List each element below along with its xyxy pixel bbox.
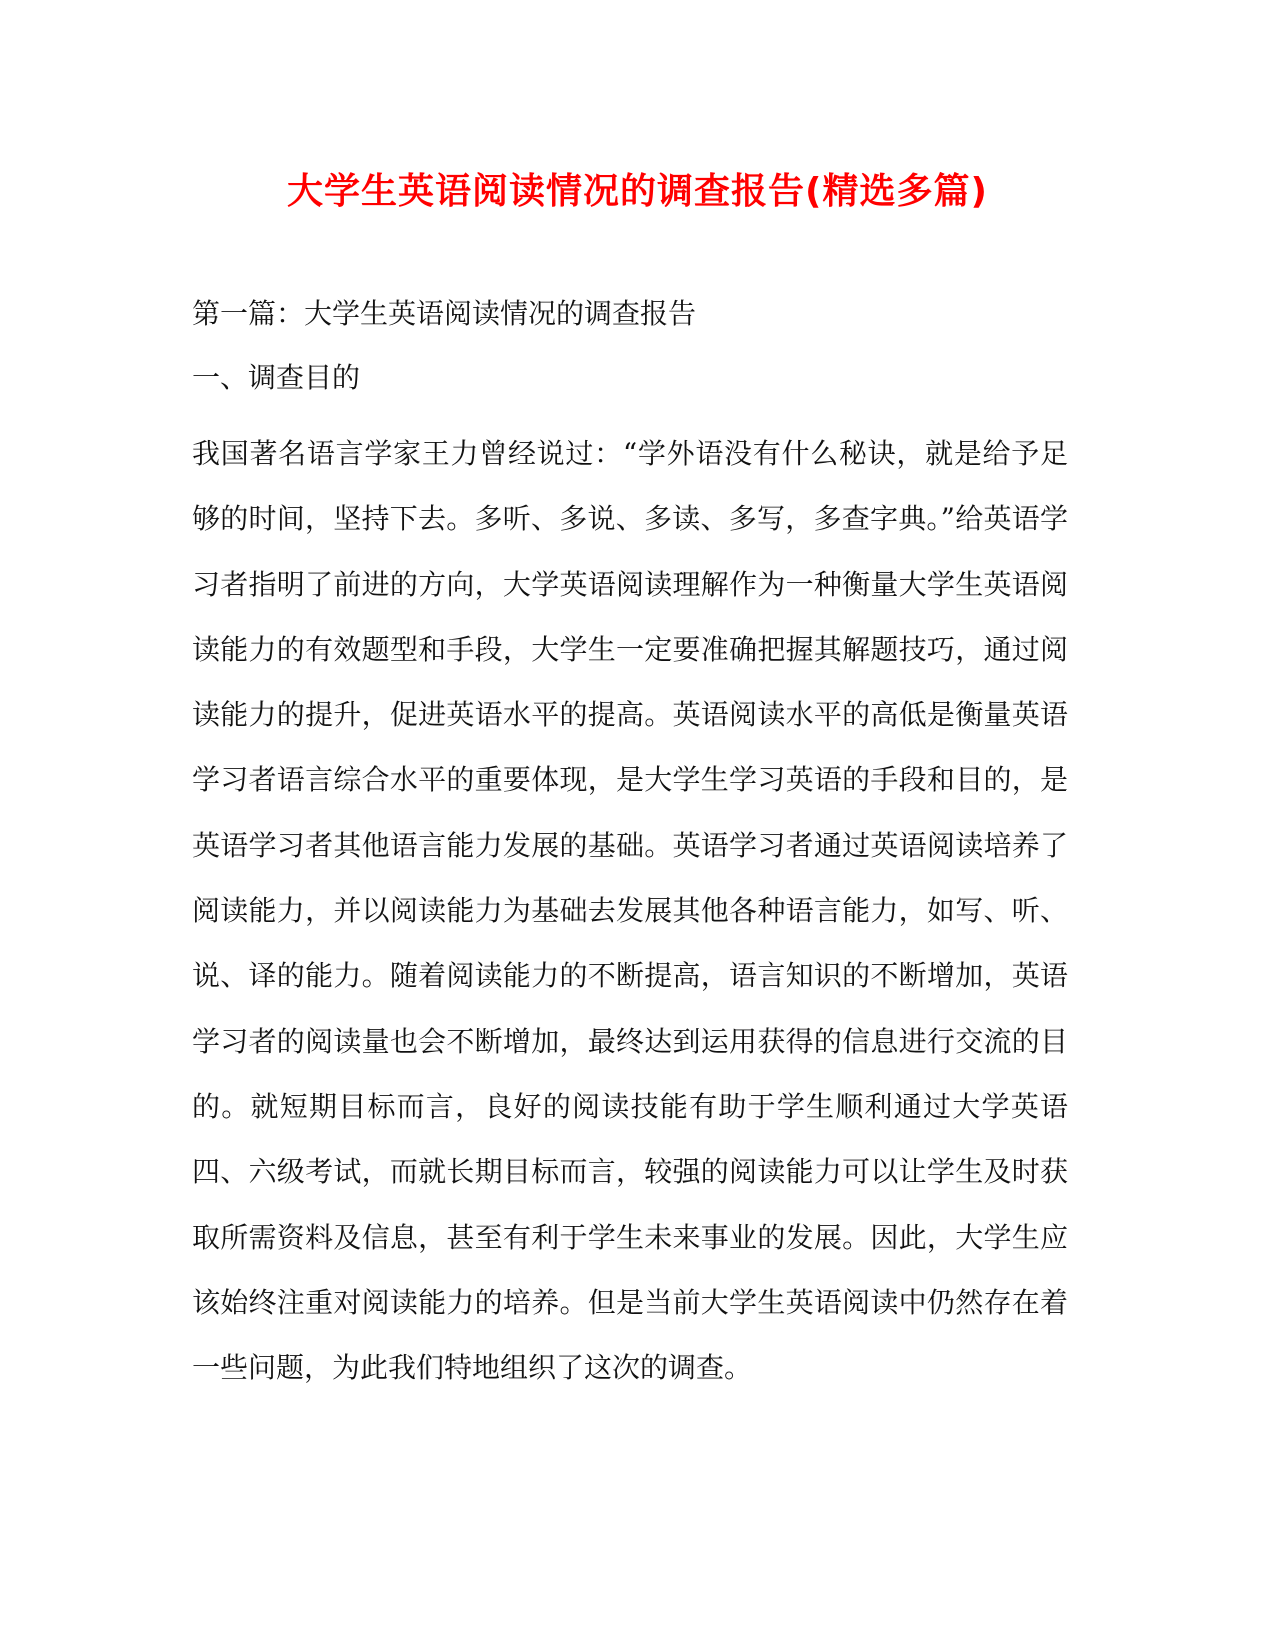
part-heading: 第一篇：大学生英语阅读情况的调查报告: [192, 297, 697, 330]
section-heading: 一、调查目的: [192, 361, 361, 394]
document-title: 大学生英语阅读情况的调查报告(精选多篇): [287, 171, 988, 212]
body-paragraph: 我国著名语言学家王力曾经说过：“学外语没有什么秘诀，就是给予足够的时间，坚持下去。多听、多说、多读、多写，多查字典。”给英语学习者指明了前进的方向，大学英语阅读理解作为一种衡量大学生英语阅读能力的有效题型和手段，大学生一定要准确把握其解题技巧，通过阅读能力的提升，促进英语水平的提高。英语阅读水平的高低是衡量英语学习者语言综合水平的重要体现，是大学生学习英语的手段和目的，是英语学习者其他语言能力发展的基础。英语学习者通过英语阅读培养了阅读能力，并以阅读能力为基础去发展其他各种语言能力，如写、听、说、译的能力。随着阅读能力的不断提高，语言知识的不断增加，英语学习者的阅读量也会不断增加，最终达到运用获得的信息进行交流的目的。就短期目标而言，良好的阅读技能有助于学生顺利通过大学英语四、六级考试，而就长期目标而言，较强的阅读能力可以让学生及时获取所需资料及信息，甚至有利于学生未来事业的发展。因此，大学生应该始终注重对阅读能力的培养。但是当前大学生英语阅读中仍然存在着一些问题，为此我们特地组织了这次的调查。: [192, 437, 1068, 1385]
